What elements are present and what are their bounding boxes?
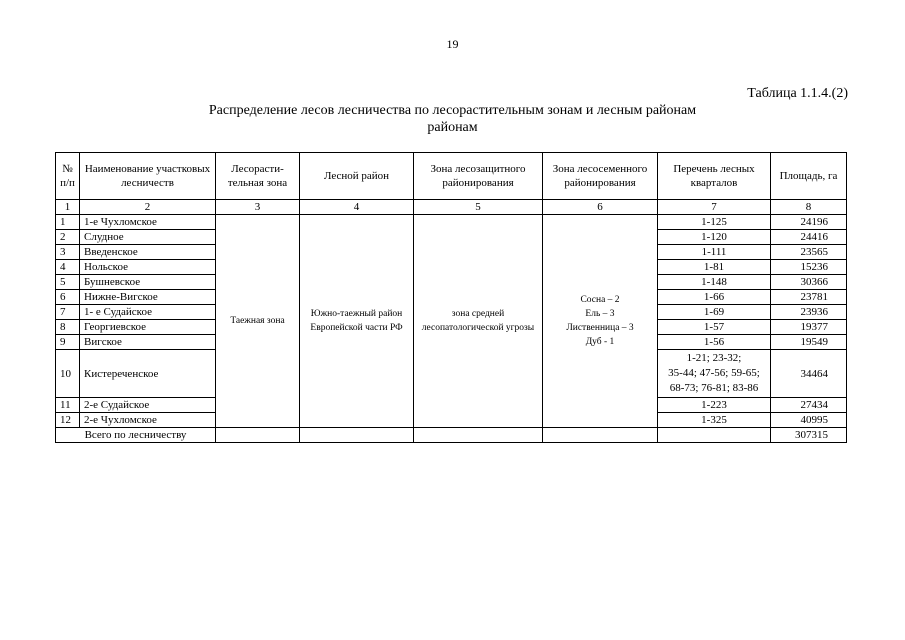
row-quarters: 1-69	[658, 305, 771, 320]
row-name: 1- е Судайское	[80, 305, 216, 320]
row-quarters: 1-81	[658, 260, 771, 275]
col-number: 2	[80, 200, 216, 215]
col-number: 3	[216, 200, 300, 215]
total-area: 307315	[771, 428, 847, 443]
col-number: 4	[300, 200, 414, 215]
row-name: Нольское	[80, 260, 216, 275]
empty-cell	[543, 428, 658, 443]
row-area: 40995	[771, 413, 847, 428]
row-quarters	[658, 350, 771, 398]
row-quarters: 1-120	[658, 230, 771, 245]
empty-cell	[216, 428, 300, 443]
quarters-line: 35-44; 47-56; 59-65;	[668, 367, 760, 379]
row-number: 6	[56, 290, 80, 305]
table-title	[0, 102, 905, 136]
header-num: № п/п	[56, 153, 80, 200]
row-number: 9	[56, 335, 80, 350]
header-seed-zone: Зона лесосеменного районирования	[543, 153, 658, 200]
row-area: 23565	[771, 245, 847, 260]
col-number: 5	[414, 200, 543, 215]
row-quarters: 1-111	[658, 245, 771, 260]
row-area: 27434	[771, 398, 847, 413]
header-quarters: Перечень лесных кварталов	[658, 153, 771, 200]
seed-zone-cell	[543, 215, 658, 428]
header-row	[56, 153, 847, 200]
column-number-row	[56, 200, 847, 215]
empty-cell	[414, 428, 543, 443]
row-area: 19377	[771, 320, 847, 335]
zone-cell: Таежная зона	[216, 215, 300, 428]
row-quarters: 1-223	[658, 398, 771, 413]
protect-zone-cell: зона средней лесопатологической угрозы	[414, 215, 543, 428]
quarters-line: 1-21; 23-32;	[686, 352, 742, 364]
row-area: 24416	[771, 230, 847, 245]
row-name: 2-е Чухломское	[80, 413, 216, 428]
region-cell: Южно-таежный район Европейской части РФ	[300, 215, 414, 428]
col-number: 8	[771, 200, 847, 215]
header-name: Наименование участковых лесничеств	[80, 153, 216, 200]
row-number: 8	[56, 320, 80, 335]
row-name: Введенское	[80, 245, 216, 260]
row-number: 10	[56, 350, 80, 398]
row-name: 2-е Судайское	[80, 398, 216, 413]
row-area: 19549	[771, 335, 847, 350]
row-number: 7	[56, 305, 80, 320]
quarters-line: 68-73; 76-81; 83-86	[669, 382, 759, 394]
page-number: 19	[446, 37, 459, 51]
title-line-2: районам	[427, 120, 478, 135]
row-quarters: 1-325	[658, 413, 771, 428]
row-area: 23781	[771, 290, 847, 305]
row-number: 1	[56, 215, 80, 230]
seed-zone-line: Дуб - 1	[585, 337, 615, 347]
header-region: Лесной район	[300, 153, 414, 200]
row-name: Нижне-Вигское	[80, 290, 216, 305]
empty-cell	[300, 428, 414, 443]
col-number: 6	[543, 200, 658, 215]
col-number: 1	[56, 200, 80, 215]
row-name: Слудное	[80, 230, 216, 245]
seed-zone-line: Сосна – 2	[580, 295, 620, 305]
forest-distribution-table	[55, 152, 847, 443]
row-area: 23936	[771, 305, 847, 320]
row-area: 24196	[771, 215, 847, 230]
table-row	[56, 215, 847, 230]
row-quarters: 1-57	[658, 320, 771, 335]
row-name: 1-е Чухломское	[80, 215, 216, 230]
row-quarters: 1-148	[658, 275, 771, 290]
table-label: Таблица 1.1.4.(2)	[747, 86, 848, 101]
row-quarters: 1-66	[658, 290, 771, 305]
row-number: 3	[56, 245, 80, 260]
row-number: 11	[56, 398, 80, 413]
seed-zone-line: Ель – 3	[585, 309, 615, 319]
row-number: 4	[56, 260, 80, 275]
header-area: Площадь, га	[771, 153, 847, 200]
total-row	[56, 428, 847, 443]
row-area: 30366	[771, 275, 847, 290]
total-label: Всего по лесничеству	[56, 428, 216, 443]
row-area: 15236	[771, 260, 847, 275]
header-protect-zone: Зона лесозащитного районирования	[414, 153, 543, 200]
empty-cell	[658, 428, 771, 443]
row-number: 5	[56, 275, 80, 290]
row-number: 12	[56, 413, 80, 428]
title-line-1: Распределение лесов лесничества по лесорастительным зонам и лесным районам	[208, 103, 697, 118]
seed-zone-line: Лиственница – 3	[566, 323, 634, 333]
row-quarters: 1-125	[658, 215, 771, 230]
row-name: Георгиевское	[80, 320, 216, 335]
row-name: Бушневское	[80, 275, 216, 290]
row-area: 34464	[771, 350, 847, 398]
row-name: Вигское	[80, 335, 216, 350]
header-zone: Лесорасти-тельная зона	[216, 153, 300, 200]
col-number: 7	[658, 200, 771, 215]
row-name: Кистереченское	[80, 350, 216, 398]
row-number: 2	[56, 230, 80, 245]
row-quarters: 1-56	[658, 335, 771, 350]
